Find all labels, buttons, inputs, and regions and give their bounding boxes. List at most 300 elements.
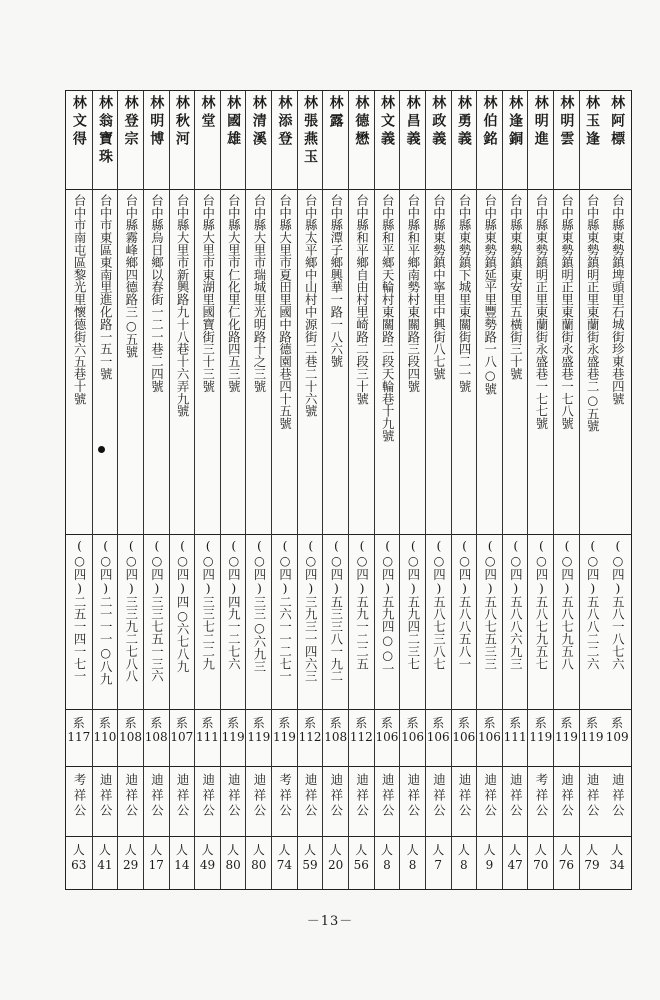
count-cell xyxy=(580,843,605,889)
address-cell xyxy=(477,194,502,532)
count-label: 人 xyxy=(560,843,573,857)
ancestor-text: 迪祥公 xyxy=(328,773,344,820)
count-label: 人 xyxy=(432,843,445,857)
count-label: 人 xyxy=(252,843,265,857)
count-cell xyxy=(118,843,143,889)
address-cell xyxy=(426,194,451,532)
count-label: 人 xyxy=(457,843,470,857)
count-cell xyxy=(323,843,348,889)
generation-cell xyxy=(298,716,323,764)
count-label: 人 xyxy=(483,843,496,857)
ancestor-cell xyxy=(528,773,553,835)
name-cell xyxy=(66,95,92,189)
address-text: 台中縣太平鄉中山村中源街二巷二十六號 xyxy=(303,194,319,418)
count-label: 人 xyxy=(509,843,522,857)
name-cell xyxy=(528,95,553,189)
record-column xyxy=(527,91,553,889)
generation-number: 119 xyxy=(221,730,245,745)
generation-label: 系 xyxy=(175,716,188,730)
generation-cell xyxy=(246,716,271,764)
count-label: 人 xyxy=(201,843,214,857)
record-column xyxy=(604,91,630,889)
generation-label: 系 xyxy=(252,716,265,730)
phone-cell xyxy=(400,538,425,708)
ancestor-cell xyxy=(272,773,297,835)
address-text: 台中縣和平鄉天輪村東關路二段天輪巷十九號 xyxy=(380,194,396,442)
generation-label: 系 xyxy=(227,716,240,730)
phone-text: (○四)五八八二二六 xyxy=(585,538,601,670)
generation-number: 106 xyxy=(401,730,425,745)
generation-label: 系 xyxy=(534,716,547,730)
generation-label: 系 xyxy=(201,716,214,730)
name-cell xyxy=(118,95,143,189)
ancestor-cell xyxy=(144,773,169,835)
address-cell xyxy=(580,194,605,532)
generation-cell xyxy=(426,716,451,764)
address-text: 台中縣東勢鎮中寧里中興街八七號 xyxy=(431,194,447,380)
count-label: 人 xyxy=(150,843,163,857)
address-text: 台中市南屯區黎光里懷德街六五巷十號 xyxy=(72,194,88,405)
name-cell xyxy=(272,95,297,189)
address-cell xyxy=(221,194,246,532)
phone-cell xyxy=(298,538,323,708)
record-column xyxy=(476,91,502,889)
ancestor-text: 迪祥公 xyxy=(380,773,396,820)
count-label: 人 xyxy=(380,843,393,857)
count-number: 49 xyxy=(199,858,216,872)
record-column xyxy=(271,91,297,889)
name-text: 林露 xyxy=(327,95,344,131)
generation-cell xyxy=(93,716,118,764)
address-cell xyxy=(554,194,579,532)
address-text: 台中縣大里市瑞城里光明路十之三號 xyxy=(251,194,267,393)
ancestor-text: 迪祥公 xyxy=(354,773,370,820)
generation-cell xyxy=(604,716,630,764)
phone-cell xyxy=(554,538,579,708)
count-cell xyxy=(195,843,220,889)
generation-number: 111 xyxy=(196,730,219,745)
generation-label: 系 xyxy=(509,716,522,730)
generation-cell xyxy=(144,716,169,764)
generation-cell xyxy=(349,716,374,764)
phone-cell xyxy=(246,538,271,708)
count-cell xyxy=(349,843,374,889)
generation-label: 系 xyxy=(124,716,137,730)
ancestor-text: 迪祥公 xyxy=(123,773,139,820)
address-cell xyxy=(349,194,374,532)
generation-number: 106 xyxy=(452,730,476,745)
ancestor-text: 迪祥公 xyxy=(303,773,319,820)
phone-text: (○四)五八七九五七 xyxy=(533,538,549,670)
count-number: 74 xyxy=(276,858,293,872)
ancestor-cell xyxy=(246,773,271,835)
name-cell xyxy=(580,95,605,189)
generation-cell xyxy=(375,716,400,764)
address-cell xyxy=(272,194,297,532)
count-number: 7 xyxy=(434,858,443,872)
count-number: 63 xyxy=(71,858,87,872)
phone-text: (○四)三三九二七八八 xyxy=(123,538,139,683)
address-text: 台中縣大里市夏田里國中路德園巷四十五號 xyxy=(277,194,293,430)
phone-text: (○四)四○六七八九 xyxy=(175,538,191,673)
address-text: 台中縣東勢鎮延平里豐勢路一八○號 xyxy=(482,194,498,395)
phone-text: (○四)五九四二三七 xyxy=(405,538,421,670)
count-label: 人 xyxy=(98,843,111,857)
address-text: 台中縣和平鄉南勢村東關路三段四號 xyxy=(405,194,421,393)
count-number: 29 xyxy=(122,858,139,872)
generation-cell xyxy=(452,716,477,764)
address-cell xyxy=(323,194,348,532)
name-text: 林昌義 xyxy=(404,95,421,149)
ancestor-cell xyxy=(195,773,220,835)
name-text: 林勇義 xyxy=(455,95,472,149)
ancestor-text: 迪祥公 xyxy=(585,773,601,820)
count-label: 人 xyxy=(72,843,85,857)
name-cell xyxy=(503,95,528,189)
count-label: 人 xyxy=(534,843,547,857)
ancestor-text: 迪祥公 xyxy=(610,773,626,820)
generation-label: 系 xyxy=(560,716,573,730)
count-number: 47 xyxy=(507,858,523,872)
generation-cell xyxy=(503,716,528,764)
record-column xyxy=(220,91,246,889)
name-cell xyxy=(400,95,425,189)
ancestor-cell xyxy=(93,773,118,835)
count-number: 9 xyxy=(485,858,494,872)
phone-cell xyxy=(452,538,477,708)
generation-cell xyxy=(554,716,579,764)
record-column xyxy=(451,91,477,889)
count-label: 人 xyxy=(329,843,342,857)
phone-text: (○四)五八一八七六 xyxy=(610,538,626,670)
generation-label: 系 xyxy=(586,716,599,730)
name-cell xyxy=(477,95,502,189)
name-cell xyxy=(170,95,195,189)
ink-dot-mark xyxy=(98,446,105,453)
name-text: 林堂 xyxy=(199,95,216,131)
name-cell xyxy=(144,95,169,189)
ancestor-text: 迪祥公 xyxy=(175,773,191,820)
address-cell xyxy=(144,194,169,532)
ancestor-cell xyxy=(66,773,92,835)
ancestor-cell xyxy=(554,773,579,835)
phone-cell xyxy=(221,538,246,708)
generation-label: 系 xyxy=(304,716,317,730)
record-column xyxy=(348,91,374,889)
generation-label: 系 xyxy=(406,716,419,730)
record-column xyxy=(66,91,92,889)
address-cell xyxy=(375,194,400,532)
name-cell xyxy=(349,95,374,189)
count-label: 人 xyxy=(227,843,240,857)
phone-cell xyxy=(66,538,92,708)
count-number: 41 xyxy=(97,858,113,872)
ancestor-text: 迪祥公 xyxy=(482,773,498,820)
name-text: 林秋河 xyxy=(173,95,190,149)
record-column xyxy=(502,91,528,889)
address-text: 台中市東區東南里進化路一五一號 xyxy=(98,194,114,380)
generation-cell xyxy=(170,716,195,764)
generation-number: 119 xyxy=(272,730,296,745)
phone-cell xyxy=(426,538,451,708)
name-cell xyxy=(221,95,246,189)
address-text: 台中縣和平鄉自由村里崎路二段三十號 xyxy=(354,194,370,405)
name-text: 林明雲 xyxy=(558,95,575,149)
record-column xyxy=(169,91,195,889)
generation-cell xyxy=(221,716,246,764)
generation-number: 108 xyxy=(119,730,143,745)
ancestor-cell xyxy=(477,773,502,835)
address-text: 台中縣東勢鎮東安里五橫街三十號 xyxy=(508,194,524,380)
ancestor-cell xyxy=(349,773,374,835)
address-text: 台中縣潭子鄉興華一路一八六號 xyxy=(328,194,344,368)
generation-cell xyxy=(195,716,220,764)
address-text: 台中縣東勢鎮下城里東關街四二一號 xyxy=(457,194,473,393)
count-number: 8 xyxy=(408,858,417,872)
address-cell xyxy=(66,194,92,532)
count-cell xyxy=(503,843,528,889)
phone-cell xyxy=(323,538,348,708)
address-text: 台中縣大里市仁化里仁化路四五三號 xyxy=(226,194,242,393)
ancestor-cell xyxy=(604,773,630,835)
count-label: 人 xyxy=(175,843,188,857)
phone-cell xyxy=(195,538,220,708)
name-cell xyxy=(554,95,579,189)
generation-label: 系 xyxy=(432,716,445,730)
name-cell xyxy=(426,95,451,189)
generation-number: 106 xyxy=(426,730,450,745)
record-column xyxy=(425,91,451,889)
name-cell xyxy=(246,95,271,189)
address-cell xyxy=(93,194,118,532)
phone-text: (○四)二六一一二七一 xyxy=(277,538,293,683)
record-column xyxy=(245,91,271,889)
record-column xyxy=(322,91,348,889)
generation-cell xyxy=(66,716,92,764)
record-column xyxy=(553,91,579,889)
generation-number: 119 xyxy=(529,730,553,745)
phone-cell xyxy=(118,538,143,708)
address-cell xyxy=(503,194,528,532)
record-column xyxy=(143,91,169,889)
generation-number: 111 xyxy=(503,730,527,745)
count-cell xyxy=(298,843,323,889)
name-text: 林清溪 xyxy=(250,95,267,149)
genealogy-table xyxy=(65,90,632,890)
phone-text: (○四)五八七五三三 xyxy=(482,538,498,670)
name-text: 林阿標 xyxy=(609,95,626,149)
count-label: 人 xyxy=(355,843,368,857)
count-label: 人 xyxy=(586,843,599,857)
count-label: 人 xyxy=(304,843,317,857)
address-cell xyxy=(400,194,425,532)
ancestor-text: 迪祥公 xyxy=(251,773,267,820)
ancestor-text: 考祥公 xyxy=(533,773,549,820)
name-text: 林明進 xyxy=(532,95,549,149)
count-number: 59 xyxy=(302,858,318,872)
ancestor-cell xyxy=(375,773,400,835)
generation-label: 系 xyxy=(72,716,85,730)
generation-cell xyxy=(400,716,425,764)
phone-cell xyxy=(580,538,605,708)
phone-text: (○四)二五一四一七一 xyxy=(72,538,88,683)
count-label: 人 xyxy=(124,843,137,857)
count-number: 17 xyxy=(148,858,164,872)
name-cell xyxy=(604,95,630,189)
generation-label: 系 xyxy=(98,716,111,730)
phone-cell xyxy=(477,538,502,708)
address-text: 台中縣東勢鎮埤頭里石城街珍東巷四號 xyxy=(610,194,626,405)
ancestor-text: 迪祥公 xyxy=(200,773,216,820)
name-text: 林文得 xyxy=(70,95,87,149)
count-number: 56 xyxy=(353,858,369,872)
ancestor-cell xyxy=(426,773,451,835)
count-cell xyxy=(66,843,92,889)
count-number: 76 xyxy=(558,858,575,872)
count-number: 8 xyxy=(383,858,391,872)
generation-cell xyxy=(323,716,348,764)
name-text: 林明博 xyxy=(148,95,165,149)
record-column xyxy=(374,91,400,889)
phone-text: (○四)三三○六九三 xyxy=(251,538,267,673)
ancestor-cell xyxy=(170,773,195,835)
generation-number: 108 xyxy=(324,730,348,745)
generation-number: 109 xyxy=(605,730,629,745)
ancestor-text: 迪祥公 xyxy=(226,773,242,820)
count-number: 34 xyxy=(609,858,625,872)
count-cell xyxy=(221,843,246,889)
name-text: 林德懋 xyxy=(353,95,370,149)
phone-text: (○四)五九四○○一 xyxy=(380,538,396,675)
record-column xyxy=(92,91,118,889)
record-column xyxy=(579,91,605,889)
name-text: 林文義 xyxy=(378,95,395,149)
ancestor-text: 迪祥公 xyxy=(457,773,473,820)
ancestor-cell xyxy=(298,773,323,835)
generation-label: 系 xyxy=(355,716,368,730)
address-text: 台中縣烏日鄉以春街一二一巷二四號 xyxy=(149,194,165,393)
generation-number: 119 xyxy=(247,730,271,745)
name-text: 林張燕玉 xyxy=(302,95,319,167)
generation-number: 112 xyxy=(298,730,322,745)
generation-label: 系 xyxy=(457,716,470,730)
phone-cell xyxy=(349,538,374,708)
phone-cell xyxy=(93,538,118,708)
generation-number: 108 xyxy=(144,730,168,745)
count-number: 80 xyxy=(251,858,267,872)
name-cell xyxy=(375,95,400,189)
ancestor-cell xyxy=(400,773,425,835)
count-cell xyxy=(144,843,169,889)
count-cell xyxy=(246,843,271,889)
count-cell xyxy=(170,843,195,889)
phone-text: (○四)五三三八一九二 xyxy=(328,538,344,683)
name-text: 林國雄 xyxy=(225,95,242,149)
address-text: 台中縣霧峰鄉四德路三○五號 xyxy=(123,194,139,358)
ancestor-cell xyxy=(118,773,143,835)
generation-label: 系 xyxy=(611,716,624,730)
address-cell xyxy=(528,194,553,532)
count-number: 80 xyxy=(225,858,241,872)
generation-number: 107 xyxy=(170,730,194,745)
name-cell xyxy=(93,95,118,189)
count-cell xyxy=(93,843,118,889)
phone-text: (○四)二一一一○八九 xyxy=(98,538,114,685)
address-text: 台中縣東勢鎮明正里東蘭街永盛巷二○五號 xyxy=(585,194,601,433)
ancestor-text: 迪祥公 xyxy=(149,773,165,820)
name-cell xyxy=(298,95,323,189)
phone-text: (○四)五九一二二五 xyxy=(354,538,370,670)
count-cell xyxy=(477,843,502,889)
ancestor-text: 考祥公 xyxy=(72,773,88,820)
name-cell xyxy=(452,95,477,189)
count-label: 人 xyxy=(406,843,419,857)
address-cell xyxy=(195,194,220,532)
generation-label: 系 xyxy=(329,716,342,730)
count-cell xyxy=(426,843,451,889)
address-cell xyxy=(170,194,195,532)
page-number: －13－ xyxy=(306,914,354,929)
generation-label: 系 xyxy=(278,716,291,730)
ancestor-text: 迪祥公 xyxy=(431,773,447,820)
name-text: 林玉逢 xyxy=(584,95,601,149)
ancestor-text: 迪祥公 xyxy=(508,773,524,820)
generation-cell xyxy=(580,716,605,764)
ancestor-text: 考祥公 xyxy=(277,773,293,820)
address-cell xyxy=(604,194,630,532)
phone-text: (○四)五八七九五八 xyxy=(559,538,575,670)
generation-label: 系 xyxy=(483,716,496,730)
record-column xyxy=(117,91,143,889)
phone-cell xyxy=(272,538,297,708)
generation-cell xyxy=(477,716,502,764)
phone-cell xyxy=(503,538,528,708)
generation-cell xyxy=(528,716,553,764)
phone-text: (○四)五八八六九三 xyxy=(508,538,524,670)
phone-cell xyxy=(144,538,169,708)
phone-text: (○四)四九一二七六 xyxy=(226,538,242,670)
phone-cell xyxy=(528,538,553,708)
address-text: 台中縣大里市東湖里國寶街三十三號 xyxy=(200,194,216,393)
record-column xyxy=(194,91,220,889)
phone-cell xyxy=(604,538,630,708)
count-cell xyxy=(554,843,579,889)
count-number: 79 xyxy=(584,858,600,872)
generation-number: 119 xyxy=(580,730,604,745)
name-text: 林登宗 xyxy=(122,95,139,149)
phone-text: (○四)三三七二二九 xyxy=(200,538,216,670)
generation-cell xyxy=(118,716,143,764)
name-cell xyxy=(195,95,220,189)
generation-label: 系 xyxy=(380,716,393,730)
count-cell xyxy=(272,843,297,889)
count-cell xyxy=(604,843,630,889)
name-text: 林伯銘 xyxy=(481,95,498,149)
ancestor-cell xyxy=(580,773,605,835)
phone-text: (○四)三三七五一三六 xyxy=(149,538,165,683)
record-column xyxy=(297,91,323,889)
ancestor-text: 迪祥公 xyxy=(98,773,114,820)
generation-number: 117 xyxy=(67,730,91,745)
name-text: 林逢銅 xyxy=(507,95,524,149)
count-label: 人 xyxy=(278,843,291,857)
ancestor-text: 迪祥公 xyxy=(405,773,421,820)
generation-cell xyxy=(272,716,297,764)
generation-number: 112 xyxy=(349,730,373,745)
address-cell xyxy=(118,194,143,532)
name-text: 林政義 xyxy=(430,95,447,149)
name-text: 林添登 xyxy=(276,95,293,149)
